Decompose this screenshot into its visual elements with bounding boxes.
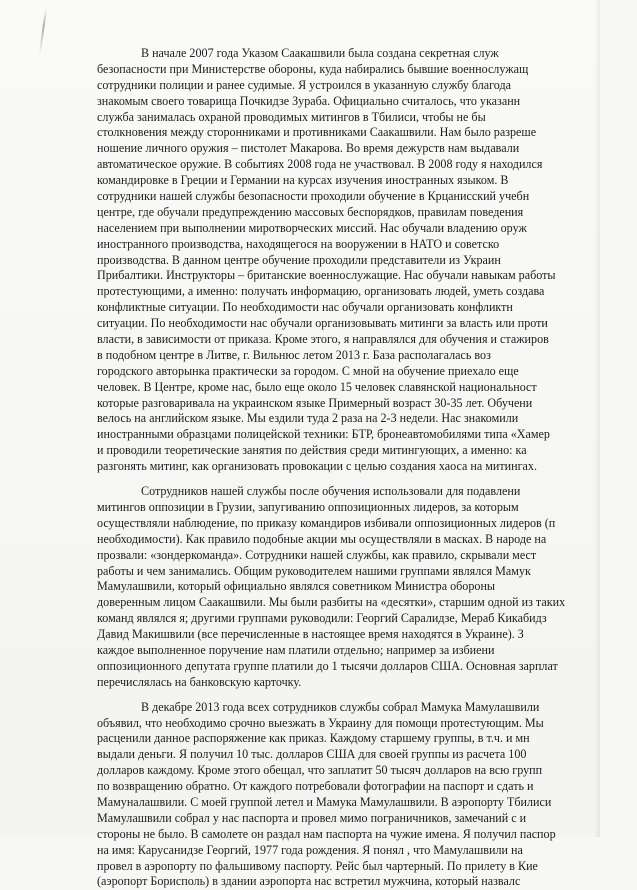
scan-fold-mark — [39, 8, 47, 54]
text-line: протестующими, а именно: получать информацию, организовать людей, уметь создава — [97, 284, 545, 299]
text-line: В начале 2007 года Указом Саакашвили была создана секретная служ — [141, 46, 499, 60]
text-line: работы и чем занимались. Общим руководителем нашими группами являлся Мамук — [97, 563, 531, 578]
text-line: стороны не было. В самолете он раздал нам паспорта на чужие имена. Я получил паспор — [97, 826, 556, 841]
text-line: служба занималась охраной проводимых митингов в Тбилиси, чтобы не бы — [97, 109, 486, 124]
text-line: расценили данное распоряжение как приказ. Каждому старшему группы, в т.ч. и мн — [97, 731, 530, 746]
text-line: провел в аэропорту по фальшивому паспорту. Рейс был чартерный. По прилету в Кие — [97, 858, 538, 873]
text-line: долларов каждому. Кроме этого обещал, что заплатит 50 тысяч долларов на всю групп — [97, 763, 543, 778]
document-text-body — [97, 46, 637, 890]
text-line: Давид Макишвили (все перечисленные в настоящее время находятся в Украине). З — [97, 627, 524, 642]
text-line: ситуации. По необходимости нас обучали организовывать митинги за власть или проти — [97, 316, 548, 331]
text-line: доверенным лицом Саакашвили. Мы были разбиты на «десятки», старшим одной из таких — [97, 595, 566, 610]
page-edge-shadow — [594, 0, 600, 837]
text-line: сотрудники полиции и ранее судимые. Я устроился в указанную службу благода — [97, 77, 511, 92]
text-line: Прибалтики. Инструкторы – британские военнослужащие. Нас обучали навыкам работы — [97, 268, 556, 283]
text-line: населением при выполнении миротворческих миссий. Нас обучали владению оруж — [97, 220, 527, 235]
text-line: объявил, что необходимо срочно выезжать в Украину для помощи протестующим. Мы — [97, 715, 544, 730]
text-line: на имя: Карусанидзе Георгий, 1977 года рождения. Я понял , что Мамулашвили на — [97, 842, 523, 857]
paragraph-gap — [97, 691, 637, 700]
text-line: власти, в зависимости от приказа. Кроме этого, я направлялся для обучения и стажиров — [97, 332, 549, 347]
text-line: (аэропорт Борисполь) в здании аэропорта нас встретил мужчина, который назвалс — [97, 874, 521, 889]
text-line: Мамулашвили, который официально являлся советником Министра обороны — [97, 579, 496, 594]
text-line: центре, где обучали предупреждению массовых беспорядков, правилам поведения — [97, 204, 524, 219]
text-line: иностранного производства, находящегося на вооружении в НАТО и советско — [97, 236, 500, 251]
text-line: знакомым своего товарища Почкидзе Зураба. Официально считалось, что указанн — [97, 93, 521, 108]
text-line: Мамулашвили собрал у нас паспорта и провел мимо пограничников, замечаний с и — [97, 810, 527, 825]
text-line: ношение личного оружия – пистолет Макарова. Во время дежурств нам выдавали — [97, 141, 520, 156]
text-line: командировке в Греции и Германии на курсах изучения иностранных языком. В — [97, 173, 509, 188]
text-line: перечислялась на банковскую карточку. — [97, 674, 302, 689]
text-line: Сотрудников нашей службы после обучения использовали для подавлени — [141, 484, 521, 499]
text-line: В декабре 2013 года всех сотрудников службы собрал Мамука Мамулашвили — [141, 699, 540, 714]
text-line: оппозиционного депутата группе платили до 1 тысячи долларов США. Основная зарплат — [97, 658, 558, 673]
text-line: человек. В Центре, кроме нас, было еще около 15 человек славянской национальност — [97, 379, 537, 394]
text-line: осуществляли наблюдение, по приказу командиров избивали оппозиционных лидеров (п — [97, 515, 556, 530]
text-line: конфликтные ситуации. По необходимости нас обучали организовать конфликтн — [97, 300, 513, 315]
text-line: митингов оппозиции в Грузии, запугиванию оппозиционных лидеров, за которым — [97, 499, 519, 514]
text-line: Мамуналашвили. С моей группой летел и Мамука Мамулашвили. В аэропорту Тбилиси — [97, 794, 552, 809]
text-line: каждое выполненное поручение нам платили отдельно; например за избиени — [97, 642, 495, 657]
text-line: автоматическое оружие. В событиях 2008 года не участвовал. В 2008 году я находился — [97, 157, 543, 172]
text-line: производства. В данном центре обучение проходили представители из Украин — [97, 252, 501, 267]
text-line: и проводили теоретические занятия по действия среди митингующих, а именно: ка — [97, 443, 527, 458]
text-line: велось на английском языке. Мы ездили туда 2 раза на 2-3 недели. Нас знакомили — [97, 411, 519, 426]
text-line: которые разговаривала на украинском языке Примерный возраст 30-35 лет. Обучени — [97, 395, 533, 410]
text-line: разгонять митинг, как организовать провокации с целью создания хаоса на митингах. — [97, 459, 537, 474]
text-line: необходимости). Как правило подобные акции мы осуществляли в масках. В народе на — [97, 531, 547, 546]
text-line: безопасности при Министерстве обороны, куда набирались бывшие военнослужащ — [97, 61, 529, 76]
text-line: прозвали: «зондеркоманда». Сотрудники нашей службы, как правило, скрывали мест — [97, 547, 537, 562]
text-line: сотрудники нашей службы безопасности проходили обучение в Крцанисский учебн — [97, 189, 530, 204]
paragraph-gap — [97, 475, 637, 484]
text-line: выдали деньги. Я получил 10 тыс. долларов США для своей группы из расчета 100 — [97, 747, 527, 762]
text-line: в подобном центре в Литве, г. Вильнюс летом 2013 г. База располагалась воз — [97, 347, 491, 362]
text-line: столкновения между сторонниками и противниками Саакашвили. Нам было разреше — [97, 125, 537, 140]
text-line: городского авторынка практически за городом. С мной на обучение приехало еще — [97, 363, 519, 378]
text-line: иностранными образцами полицейской техники: БТР, бронеавтомобилями типа «Хамер — [97, 427, 550, 442]
text-line: команд являлся я; другими группами руководили: Георгий Саралидзе, Мераб Кикабидз — [97, 611, 547, 626]
text-line: по возвращению обратно. От каждого потребовали фотографии на паспорт и сдать и — [97, 779, 534, 794]
